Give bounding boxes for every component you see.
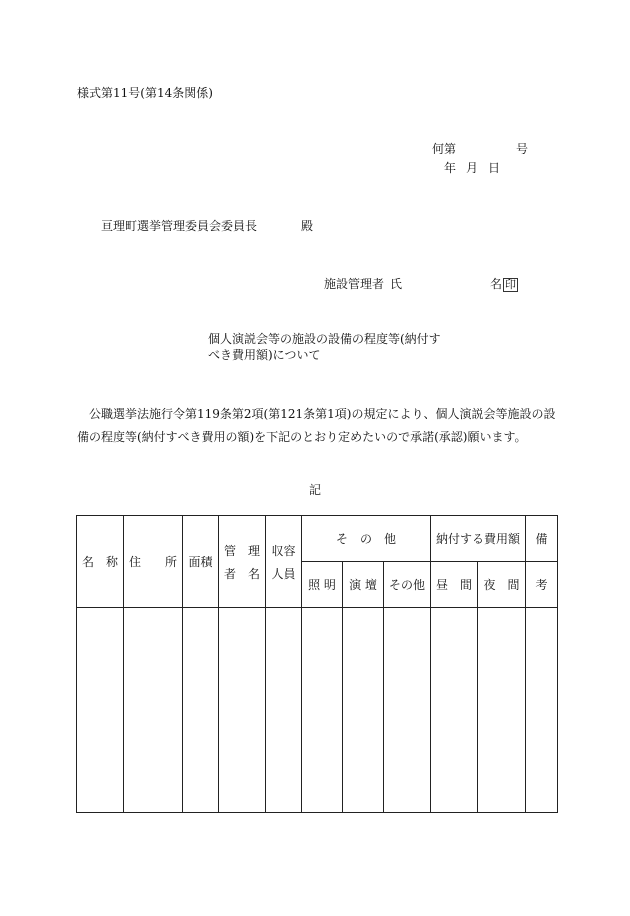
subject: 個人演説会等の施設の設備の程度等(納付すべき費用額)について [208, 332, 441, 362]
seal-box: 印 [505, 278, 517, 291]
applicant-surname-label: 氏 [390, 277, 403, 291]
document-number [432, 140, 528, 157]
document-number-prefix: 何第 [432, 142, 457, 156]
cell-area[interactable] [183, 608, 219, 813]
cell-day[interactable] [431, 608, 478, 813]
applicant-given-label: 名 [490, 277, 503, 291]
header-area: 面積 [183, 516, 219, 608]
addressee-honorific: 殿 [301, 219, 314, 233]
header-manager-top: 管 理 [223, 543, 260, 558]
document-date [444, 159, 510, 176]
cell-capacity[interactable] [266, 608, 302, 813]
header-manager-bottom: 者 名 [223, 566, 260, 581]
header-remarks-bottom: 考 [526, 562, 558, 608]
header-other: そ の 他 [302, 516, 431, 562]
header-name: 名 称 [77, 516, 124, 608]
addressee-name: 亘理町選挙管理委員会委員長 [101, 219, 258, 233]
cell-night[interactable] [478, 608, 526, 813]
header-other-sub: その他 [384, 562, 431, 608]
header-remarks-top: 備 [526, 516, 558, 562]
applicant-title: 施設管理者 [324, 277, 385, 291]
cell-lighting[interactable] [302, 608, 343, 813]
cell-stage[interactable] [343, 608, 384, 813]
header-stage: 演 壇 [343, 562, 384, 608]
body-text: 公職選挙法施行令第119条第2項(第121条第1項)の規定により、個人演説会等施設の設備の程度等(納付すべき費用の額)を下記のとおり定めたいので承諾(承認)願います。 [77, 407, 556, 444]
cell-other[interactable] [384, 608, 431, 813]
cell-address[interactable] [124, 608, 183, 813]
cell-remarks[interactable] [526, 608, 558, 813]
header-capacity-bottom: 人員 [271, 566, 296, 581]
header-capacity [266, 516, 302, 608]
cell-name[interactable] [77, 608, 124, 813]
form-number: 様式第11号(第14条関係) [77, 86, 213, 100]
header-night: 夜 間 [478, 562, 526, 608]
header-day: 昼 間 [431, 562, 478, 608]
applicant [324, 275, 518, 292]
header-capacity-top: 収容 [271, 543, 296, 558]
header-manager [219, 516, 266, 608]
cell-manager[interactable] [219, 608, 266, 813]
document-number-suffix: 号 [516, 142, 529, 156]
facility-table [76, 515, 558, 813]
header-lighting: 照 明 [302, 562, 343, 608]
header-address: 住 所 [124, 516, 183, 608]
date-year: 年 [444, 161, 457, 175]
header-fee: 納付する費用額 [431, 516, 526, 562]
ki-heading: 記 [309, 483, 322, 497]
addressee [101, 217, 313, 234]
date-day: 日 [488, 161, 501, 175]
date-month: 月 [466, 161, 479, 175]
